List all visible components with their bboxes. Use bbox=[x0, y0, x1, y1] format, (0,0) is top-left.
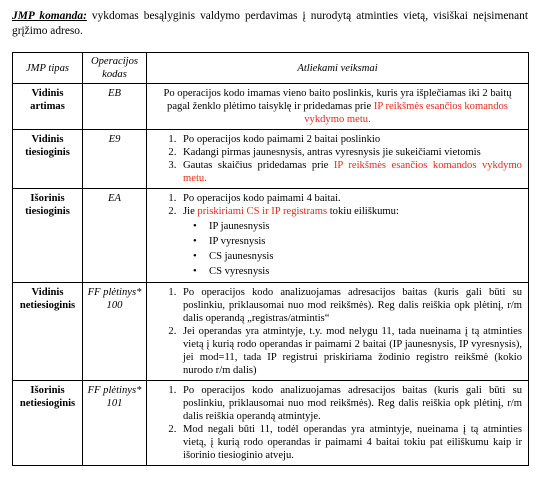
action-list bbox=[153, 192, 522, 279]
action-list bbox=[153, 384, 522, 462]
bullet-item: • CS vyresnysis bbox=[201, 264, 522, 279]
action-text: Po operacijos kodo imamas vieno baito poslinkis, kuris yra išplečiamas iki 2 baitų pagal ženklo plėtimo taisyklę ir pridedamas prie bbox=[163, 88, 512, 112]
jmp-table bbox=[12, 52, 529, 466]
opcode-cell: EA bbox=[83, 189, 147, 283]
action-text-highlight: priskiriami CS ir IP registrams bbox=[197, 206, 328, 217]
action-cell bbox=[147, 84, 529, 130]
register-order-list bbox=[183, 219, 522, 279]
action-list-item: 1. Po operacijos kodo analizuojamas adresacijos baitas (kuris gali būti su poslinkiu, priklausomai nuo mod reikšmės). Reg dalis reiškia opk plėtinį, r/m dalis operandą „registras/atmintis“ bbox=[179, 286, 522, 325]
bullet-item: • IP vyresnysis bbox=[201, 234, 522, 249]
action-list bbox=[153, 133, 522, 185]
header-code: Operacijos kodas bbox=[83, 53, 147, 84]
jmp-type-cell: Vidinis netiesioginis bbox=[13, 283, 83, 381]
table-row bbox=[13, 84, 529, 130]
jmp-type-cell: Vidinis tiesioginis bbox=[13, 130, 83, 189]
intro-paragraph bbox=[12, 9, 528, 39]
table-row bbox=[13, 130, 529, 189]
action-list-item bbox=[179, 205, 522, 279]
action-text: tokiu eiliškumu: bbox=[327, 206, 399, 217]
bullet-item: • CS jaunesnysis bbox=[201, 249, 522, 264]
jmp-type-cell: Išorinis tiesioginis bbox=[13, 189, 83, 283]
table-row bbox=[13, 189, 529, 283]
action-text-highlight: IP reikšmės esančios komandos vykdymo metu. bbox=[183, 160, 522, 184]
jmp-type-cell: Vidinis artimas bbox=[13, 84, 83, 130]
action-list-item bbox=[179, 159, 522, 185]
opcode-cell: E9 bbox=[83, 130, 147, 189]
action-cell bbox=[147, 283, 529, 381]
opcode-cell: FF plėtinys* 101 bbox=[83, 381, 147, 466]
action-list-item: 1. Po operacijos kodo paimami 2 baitai poslinkio bbox=[179, 133, 522, 146]
header-action: Atliekami veiksmai bbox=[147, 53, 529, 84]
action-cell bbox=[147, 189, 529, 283]
table-row bbox=[13, 283, 529, 381]
jmp-type-cell: Išorinis netiesioginis bbox=[13, 381, 83, 466]
action-text-highlight: IP reikšmės esančios komandos vykdymo metu. bbox=[304, 101, 508, 125]
header-type: JMP tipas bbox=[13, 53, 83, 84]
action-list-item: 1. Po operacijos kodo analizuojamas adresacijos baitas (kuris gali būti su poslinkiu, priklausomai nuo mod reikšmės). Reg dalis reiškia opk plėtinį, r/m dalis reiškia operandą atmintyje. bbox=[179, 384, 522, 423]
action-cell bbox=[147, 381, 529, 466]
table-row bbox=[13, 381, 529, 466]
action-cell bbox=[147, 130, 529, 189]
action-list-item: 2. Mod negali būti 11, todėl operandas yra atmintyje, nueinama į tą atminties vietą, į kurią rodo operandas ir paimami 4 baitai tokiu pat eiliškumu kaip ir išorinio tiesioginio atveju. bbox=[179, 423, 522, 462]
bullet-item: • IP jaunesnysis bbox=[201, 219, 522, 234]
header-row bbox=[13, 53, 529, 84]
action-list-item: 2. Jei operandas yra atmintyje, t.y. mod nelygu 11, tada nueinama į tą atminties vietą į kurią rodo operandas ir paimami 2 baitai (IP jaunesnysis, IP vyresnysis), jei mod=11, tada IP registrui priskiriama žodinio registro reikšmė (kokio nurodo r/m dalis) bbox=[179, 325, 522, 377]
action-list bbox=[153, 286, 522, 377]
opcode-cell: EB bbox=[83, 84, 147, 130]
intro-term: JMP komanda: bbox=[12, 10, 87, 22]
action-list-item: 2. Kadangi pirmas jaunesnysis, antras vyresnysis jie sukeičiami vietomis bbox=[179, 146, 522, 159]
intro-text: vykdomas besąlyginis valdymo perdavimas į nurodytą atminties vietą, visiškai neįsimenant grįžimo adreso. bbox=[12, 10, 528, 37]
action-text: Gautas skaičius pridedamas prie bbox=[183, 160, 334, 171]
action-text: Jie bbox=[183, 206, 198, 217]
opcode-cell: FF plėtinys* 100 bbox=[83, 283, 147, 381]
action-list-item: 1. Po operacijos kodo paimami 4 baitai. bbox=[179, 192, 522, 205]
